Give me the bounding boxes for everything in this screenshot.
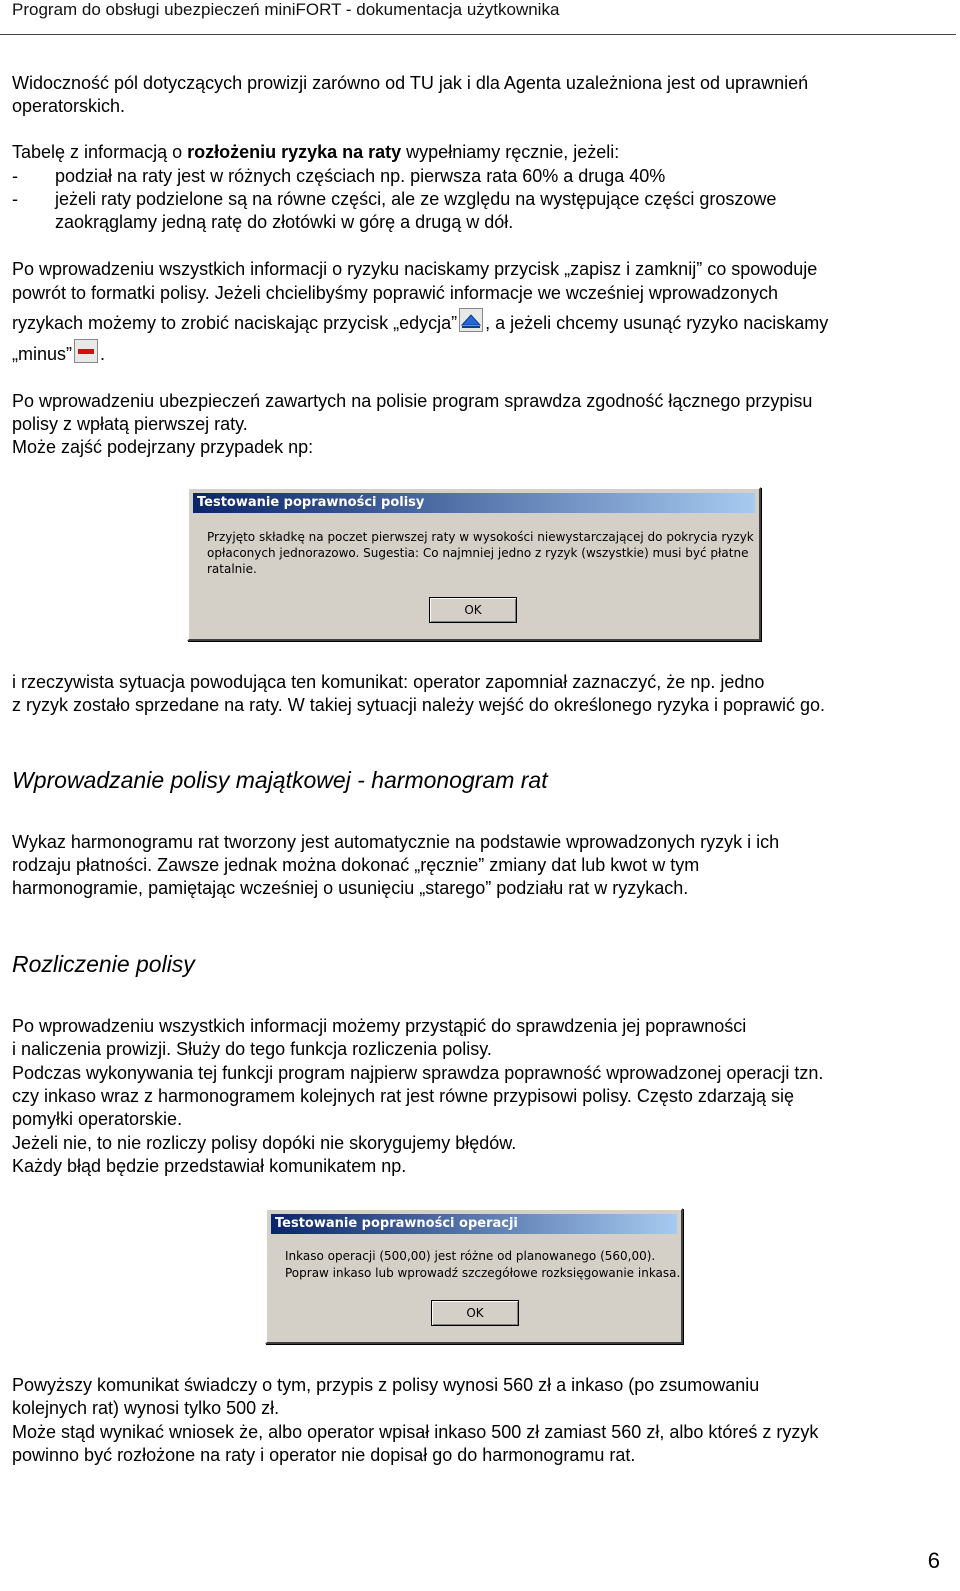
ok-button[interactable]: OK — [429, 597, 517, 623]
paragraph-line: polisy z wpłatą pierwszej raty. — [12, 414, 248, 434]
paragraph-line: pomyłki operatorskie. — [12, 1109, 183, 1129]
text-fragment: wypełniamy ręcznie, jeżeli: — [401, 142, 620, 162]
bullet-dash: - — [12, 189, 18, 209]
dialog-title: Testowanie poprawności operacji — [271, 1214, 677, 1234]
paragraph-line: czy inkaso wraz z harmonogramem kolejnych rat jest równe przypisowi polisy. Często zdarzają się — [12, 1086, 794, 1106]
text-fragment: ryzykach możemy to zrobić naciskając przycisk „edycja” — [12, 313, 458, 333]
text-fragment: Tabelę z informacją o — [12, 142, 188, 162]
list-item-text: podział na raty jest w różnych częściach np. pierwsza rata 60% a druga 40% — [55, 166, 666, 186]
ok-button[interactable]: OK — [431, 1300, 519, 1326]
paragraph-line: Może stąd wynikać wniosek że, albo operator wpisał inkaso 500 zł zamiast 560 zł, albo któreś z ryzyk — [12, 1422, 819, 1442]
paragraph-line: operatorskich. — [12, 96, 126, 116]
paragraph-line: rodzaju płatności. Zawsze jednak można dokonać „ręcznie” zmiany dat lub kwot w tym — [12, 855, 700, 875]
page-header — [0, 0, 956, 35]
paragraph-line: Każdy błąd będzie przedstawiał komunikatem np. — [12, 1156, 407, 1176]
minus-icon — [74, 339, 98, 363]
dialog-message-line: Przyjęto składkę na poczet pierwszej raty w wysokości niewystarczającej do pokrycia ryzyk — [207, 530, 754, 544]
paragraph-line: Po wprowadzeniu wszystkich informacji o ryzyku naciskamy przycisk „zapisz i zamknij” co spowoduje — [12, 259, 818, 279]
paragraph-line: Może zajść podejrzany przypadek np: — [12, 437, 314, 457]
bold-phrase: rozłożeniu ryzyka na raty — [187, 142, 402, 162]
paragraph-line: Po wprowadzeniu ubezpieczeń zawartych na polisie program sprawdza zgodność łącznego przypisu — [12, 391, 813, 411]
paragraph-line: Widoczność pól dotyczących prowizji zarówno od TU jak i dla Agenta uzależniona jest od uprawnień — [12, 73, 809, 93]
paragraph-line: Wykaz harmonogramu rat tworzony jest automatycznie na podstawie wprowadzonych ryzyk i ich — [12, 832, 780, 852]
section-heading: Wprowadzanie polisy majątkowej - harmonogram rat — [12, 767, 548, 793]
list-item-text: zaokrąglamy jedną ratę do złotówki w górę a drugą w dół. — [55, 212, 514, 232]
paragraph-line: kolejnych rat) wynosi tylko 500 zł. — [12, 1398, 280, 1418]
edit-icon — [459, 308, 483, 332]
paragraph-line: Podczas wykonywania tej funkcji program najpierw sprawdza poprawność wprowadzonej operacji tzn. — [12, 1063, 824, 1083]
policy-validation-dialog — [187, 487, 761, 641]
paragraph-line: powinno być rozłożone na raty i operator nie dopisał go do harmonogramu rat. — [12, 1445, 636, 1465]
operation-validation-dialog — [265, 1208, 683, 1344]
text-fragment: , a jeżeli chcemy usunąć ryzyko naciskamy — [485, 313, 829, 333]
dialog-message-line: opłaconych jednorazowo. Sugestia: Co najmniej jedno z ryzyk (wszystkie) musi być płatne — [207, 546, 749, 560]
dialog-message-line: ratalnie. — [207, 562, 257, 576]
paragraph-line: i naliczenia prowizji. Służy do tego funkcja rozliczenia polisy. — [12, 1039, 492, 1059]
list-item-text: jeżeli raty podzielone są na równe części, ale ze względu na występujące części groszowe — [55, 189, 777, 209]
section-heading: Rozliczenie polisy — [12, 951, 195, 977]
document-title: Program do obsługi ubezpieczeń miniFORT - dokumentacja użytkownika — [12, 0, 560, 19]
paragraph-line: Powyższy komunikat świadczy o tym, przypis z polisy wynosi 560 zł a inkaso (po zsumowaniu — [12, 1375, 760, 1395]
page-number: 6 — [927, 1548, 940, 1573]
text-fragment: . — [100, 344, 106, 364]
paragraph-line: powrót to formatki polisy. Jeżeli chcielibyśmy poprawić informacje we wcześniej wprowadzonych — [12, 283, 778, 303]
paragraph-line — [12, 343, 942, 367]
paragraph-line: i rzeczywista sytuacja powodująca ten komunikat: operator zapomniał zaznaczyć, że np. jedno — [12, 672, 765, 692]
paragraph-line: harmonogramie, pamiętając wcześniej o usunięciu „starego” podziału rat w ryzykach. — [12, 878, 689, 898]
paragraph-line — [12, 141, 942, 165]
dialog-title: Testowanie poprawności polisy — [193, 493, 755, 513]
paragraph-line: Po wprowadzeniu wszystkich informacji możemy przystąpić do sprawdzenia jej poprawności — [12, 1016, 747, 1036]
bullet-dash: - — [12, 166, 18, 186]
paragraph-line — [12, 312, 942, 336]
dialog-message-line: Inkaso operacji (500,00) jest różne od planowanego (560,00). — [285, 1249, 656, 1263]
paragraph-line: z ryzyk zostało sprzedane na raty. W takiej sytuacji należy wejść do określonego ryzyka i poprawić go. — [12, 695, 826, 715]
paragraph-line: Jeżeli nie, to nie rozliczy polisy dopóki nie skorygujemy błędów. — [12, 1133, 517, 1153]
dialog-message-line: Popraw inkaso lub wprowadź szczegółowe rozksięgowanie inkasa. — [285, 1266, 681, 1280]
text-fragment: „minus” — [12, 344, 73, 364]
